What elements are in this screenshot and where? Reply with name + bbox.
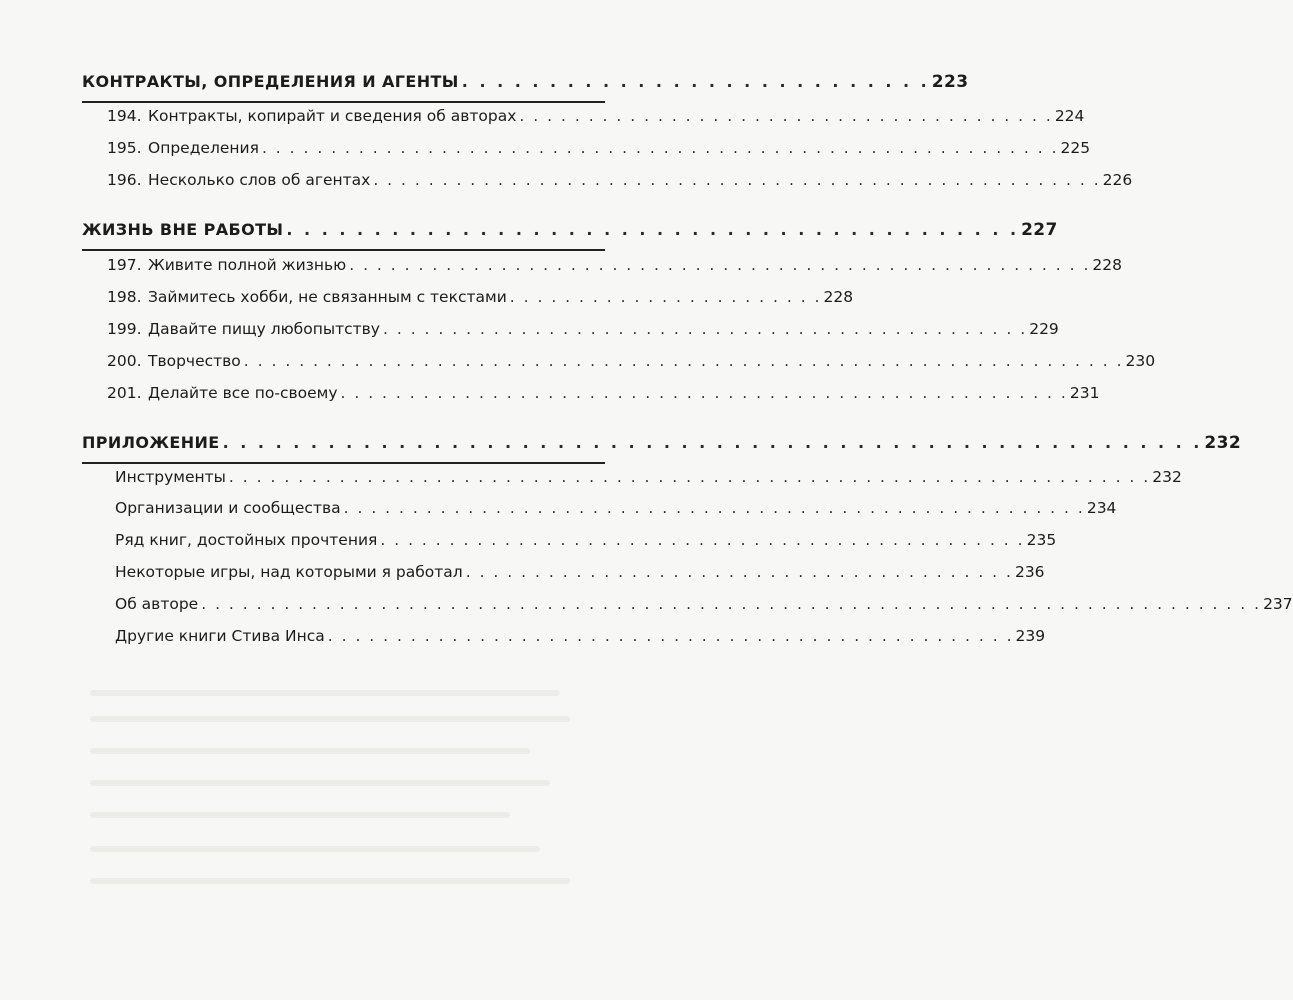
entry-title: Делайте все по-своему xyxy=(148,384,338,402)
bleed-through-mark xyxy=(90,846,540,852)
entry-number: 199. xyxy=(107,320,142,338)
leader-dots: . . . . . . . . . . . . . . . . . . . . . . . . . . . . . . . . . . . . . . . . . . . . . . . . . . . . . . . . . . xyxy=(261,139,1059,157)
entry-number: 198. xyxy=(107,288,142,306)
entry-text xyxy=(107,384,338,402)
entry-text xyxy=(107,352,241,370)
entry-title: Некоторые игры, над которыми я работал xyxy=(115,563,463,581)
entry-number: 194. xyxy=(107,107,142,125)
entry-title: Займитесь хобби, не связанным с текстами xyxy=(148,288,507,306)
bleed-through-mark xyxy=(90,748,530,754)
bleed-through-mark xyxy=(90,690,560,696)
leader-dots: . . . . . . . . . . . . . . . . . . . . . . . . . . . . . . . . . . . . . . . . . . . . . . . . . . . . . . xyxy=(343,499,1085,517)
entry-page: 237 xyxy=(1263,595,1293,613)
toc-entry xyxy=(0,384,1100,414)
leader-dots: . . . . . . . . . . . . . . . . . . . . . . . . . . . . . . . . . . . . . . . . . . . . . . . . . . . . . xyxy=(373,171,1101,189)
entry-page: 239 xyxy=(1015,627,1046,645)
bleed-through-mark xyxy=(90,878,570,884)
leader-dots: . . . . . . . . . . . . . . . . . . . . . . . . . . . . . . . . . . . . . . . . . . . . . . . . . . . . . xyxy=(340,384,1068,402)
entry-title: Живите полной жизнью xyxy=(148,256,347,274)
entry-title: Несколько слов об агентах xyxy=(148,171,371,189)
entry-title: Творчество xyxy=(148,352,241,370)
entry-number: 201. xyxy=(107,384,142,402)
leader-dots: . . . . . . . . . . . . . . . . . . . . . . . . . . . . . . . . . . . . . . . . xyxy=(465,563,1013,581)
entry-title: Давайте пищу любопытству xyxy=(148,320,380,338)
entry-title: Другие книги Стива Инса xyxy=(115,627,325,645)
section-heading xyxy=(0,72,969,102)
section-heading xyxy=(0,433,1242,463)
entry-number: 195. xyxy=(107,139,142,157)
toc-entry xyxy=(0,468,1182,498)
entry-text xyxy=(107,107,516,125)
entry-page: 225 xyxy=(1060,139,1091,157)
bleed-through-mark xyxy=(90,716,570,722)
leader-dots: . . . . . . . . . . . . . . . . . . . . . . . . . . . . . . . . . . . . . . . . . . . . . . . . . . . . . . . . . . . . . . . . . . . xyxy=(228,468,1151,486)
leader-dots: . . . . . . . . . . . . . . . . . . . . . . . . . . . . . . . . . . . . . . . . . . . . . . . . . . . . . . . . . . . . . . . . . . . . . . . . . . . . . xyxy=(201,595,1262,613)
entry-page: 231 xyxy=(1069,384,1100,402)
entry-page: 224 xyxy=(1054,107,1085,125)
entry-page: 235 xyxy=(1026,531,1057,549)
entry-page: 236 xyxy=(1014,563,1045,581)
toc-entry xyxy=(0,499,1117,529)
bleed-through-mark xyxy=(90,780,550,786)
toc-entry xyxy=(0,139,1091,169)
toc-entry xyxy=(0,171,1133,201)
entry-page: 228 xyxy=(823,288,854,306)
leader-dots: . . . . . . . . . . . . . . . . . . . . . . . . . . . . . . . . . . . . . . . . . . . . . . . . . . . . . . . . . . . . . . . . xyxy=(243,352,1124,370)
entry-page: 229 xyxy=(1029,320,1059,338)
toc-entry xyxy=(0,107,1085,137)
leader-dots: . . . . . . . . . . . . . . . . . . . . . . . . . . . . . . . . . . . . . . . . . . . . . . . xyxy=(380,531,1025,549)
entry-number: 197. xyxy=(107,256,142,274)
leader-dots: . . . . . . . . . . . . . . . . . . . . . . . . . . . . . . . . . . . . . . . xyxy=(519,107,1053,125)
section-divider xyxy=(82,101,605,103)
section-page: 227 xyxy=(1021,220,1058,240)
section-divider xyxy=(82,249,605,251)
toc-entry xyxy=(0,595,1293,625)
entry-page: 232 xyxy=(1152,468,1182,486)
entry-page: 228 xyxy=(1092,256,1123,274)
toc-entry xyxy=(0,256,1123,286)
toc-entry xyxy=(0,563,1045,593)
entry-text xyxy=(107,320,380,338)
leader-dots: . . . . . . . . . . . . . . . . . . . . . . . . . . . . . . . . . . . . . . . . . . . . . . . xyxy=(382,320,1028,338)
leader-dots: . . . . . . . . . . . . . . . . . . . . . . . . . . . . . . . . . . . . . . . . . . . . . . . . . . . . . . . . xyxy=(222,433,1203,452)
entry-text xyxy=(107,139,259,157)
entry-number: 196. xyxy=(107,171,142,189)
section-title: ЖИЗНЬ ВНЕ РАБОТЫ xyxy=(82,220,284,239)
entry-text xyxy=(107,256,346,274)
section-heading xyxy=(0,220,1058,250)
entry-text xyxy=(107,288,507,306)
section-title: КОНТРАКТЫ, ОПРЕДЕЛЕНИЯ И АГЕНТЫ xyxy=(82,72,459,91)
section-title: ПРИЛОЖЕНИЕ xyxy=(82,433,220,452)
leader-dots: . . . . . . . . . . . . . . . . . . . . . . . xyxy=(509,288,822,306)
entry-title: Организации и сообщества xyxy=(115,499,341,517)
bleed-through-mark xyxy=(90,812,510,818)
toc-entry xyxy=(0,352,1156,382)
section-page: 223 xyxy=(931,72,969,92)
leader-dots: . . . . . . . . . . . . . . . . . . . . . . . . . . . . . . . . . . . . . . . . . . . . . . . . . . . . . . xyxy=(349,256,1091,274)
entry-title: Контракты, копирайт и сведения об авторах xyxy=(148,107,517,125)
entry-title: Инструменты xyxy=(115,468,226,486)
section-divider xyxy=(82,462,605,464)
toc-entry xyxy=(0,320,1059,350)
leader-dots: . . . . . . . . . . . . . . . . . . . . . . . . . . . . . . . . . . . . . . . . . . . . . . . . . . xyxy=(327,627,1014,645)
entry-number: 200. xyxy=(107,352,142,370)
entry-title: Ряд книг, достойных прочтения xyxy=(115,531,378,549)
toc-entry xyxy=(0,627,1046,657)
entry-text xyxy=(107,171,370,189)
leader-dots: . . . . . . . . . . . . . . . . . . . . . . . . . . . xyxy=(461,72,930,91)
entry-title: Об авторе xyxy=(115,595,199,613)
leader-dots: . . . . . . . . . . . . . . . . . . . . . . . . . . . . . . . . . . . . . . . . . . xyxy=(286,220,1020,239)
section-page: 232 xyxy=(1204,433,1242,453)
entry-page: 226 xyxy=(1102,171,1133,189)
entry-page: 234 xyxy=(1086,499,1117,517)
toc-entry xyxy=(0,531,1057,561)
entry-title: Определения xyxy=(148,139,259,157)
toc-entry xyxy=(0,288,854,318)
entry-page: 230 xyxy=(1125,352,1156,370)
